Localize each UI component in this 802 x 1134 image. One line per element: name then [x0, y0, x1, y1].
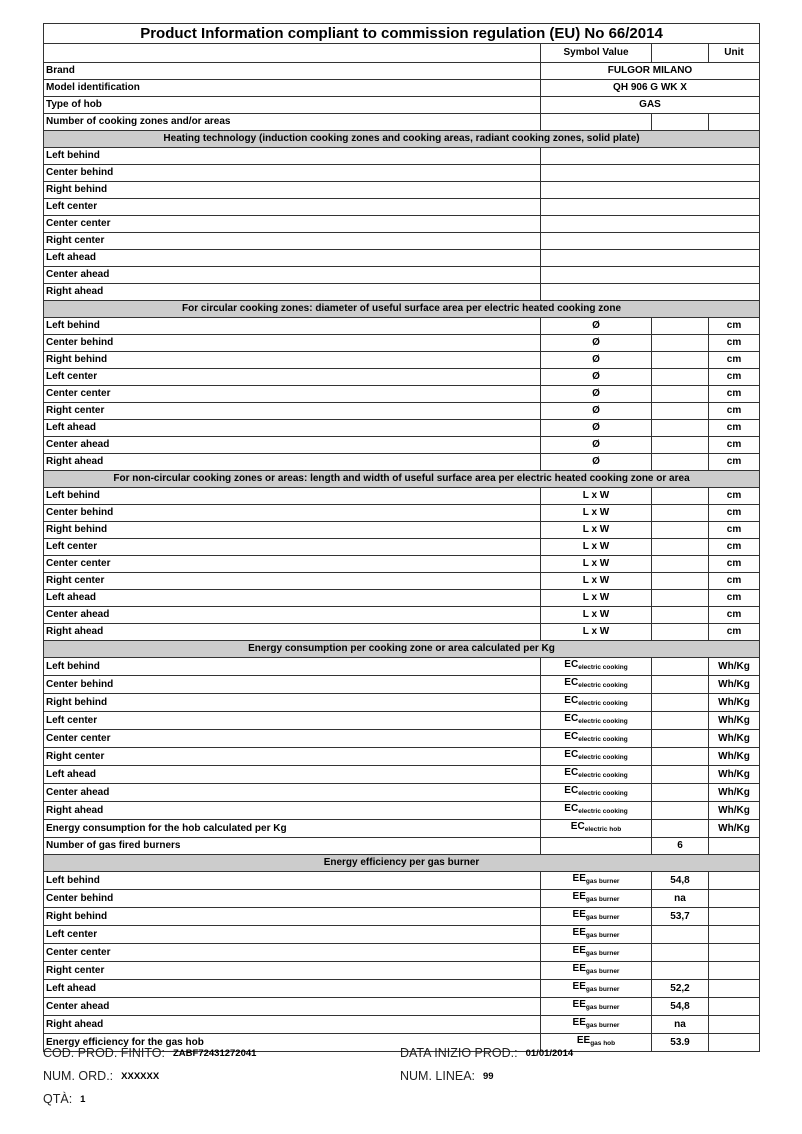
noncircular-symbol: L x W [541, 624, 652, 641]
symbol-main: EE [572, 963, 586, 974]
circular-symbol: Ø [541, 352, 652, 369]
noncircular-section-header: For non-circular cooking zones or areas: length and width of useful surface area per electric heated cooking zone or area [44, 471, 760, 488]
efficiency-zone-label: Center center [44, 944, 541, 962]
symbol-main: EC [564, 767, 579, 778]
data-inizio-label: DATA INIZIO PROD.: [400, 1046, 518, 1060]
circular-value [652, 454, 709, 471]
energy-unit: Wh/Kg [709, 766, 760, 784]
brand-label: Brand [44, 63, 541, 80]
energy-symbol [541, 658, 652, 676]
circular-zone-label: Center center [44, 386, 541, 403]
symbol-main: EE [572, 981, 586, 992]
table-row [44, 784, 760, 802]
symbol-subscript: gas burner [585, 896, 620, 903]
heating-zone-value [541, 284, 760, 301]
table-row [44, 454, 760, 471]
table-row [44, 165, 760, 182]
energy-zone-label: Left center [44, 712, 541, 730]
gas-burners-label: Number of gas fired burners [44, 838, 541, 855]
efficiency-zone-label: Center ahead [44, 998, 541, 1016]
heating-zone-label: Right center [44, 233, 541, 250]
efficiency-zone-label: Center behind [44, 890, 541, 908]
efficiency-value: 54,8 [652, 998, 709, 1016]
noncircular-unit: cm [709, 573, 760, 590]
num-linea-value: 99 [483, 1071, 494, 1082]
energy-unit: Wh/Kg [709, 748, 760, 766]
circular-unit: cm [709, 437, 760, 454]
table-row [44, 624, 760, 641]
symbol-subscript: gas burner [585, 932, 620, 939]
noncircular-unit: cm [709, 590, 760, 607]
circular-value [652, 420, 709, 437]
noncircular-zone-label: Right center [44, 573, 541, 590]
table-row [44, 1016, 760, 1034]
symbol-main: EC [564, 749, 579, 760]
symbol-main: EC [564, 695, 579, 706]
efficiency-unit [709, 1016, 760, 1034]
heating-zone-label: Left ahead [44, 250, 541, 267]
table-row [44, 676, 760, 694]
efficiency-symbol [541, 872, 652, 890]
heating-zone-value [541, 250, 760, 267]
noncircular-symbol: L x W [541, 573, 652, 590]
table-row [44, 148, 760, 165]
efficiency-zone-label: Left behind [44, 872, 541, 890]
table-row [44, 658, 760, 676]
efficiency-value [652, 926, 709, 944]
table-row [44, 335, 760, 352]
noncircular-symbol: L x W [541, 607, 652, 624]
circular-symbol: Ø [541, 369, 652, 386]
energy-value [652, 784, 709, 802]
efficiency-symbol [541, 944, 652, 962]
efficiency-unit [709, 872, 760, 890]
table-row [44, 980, 760, 998]
noncircular-value [652, 488, 709, 505]
symbol-main: EE [572, 945, 586, 956]
efficiency-symbol [541, 890, 652, 908]
circular-symbol: Ø [541, 335, 652, 352]
efficiency-zone-label: Right ahead [44, 1016, 541, 1034]
heating-zone-value [541, 267, 760, 284]
heating-zone-value [541, 233, 760, 250]
noncircular-symbol: L x W [541, 539, 652, 556]
heating-zone-label: Left behind [44, 148, 541, 165]
table-row [44, 766, 760, 784]
table-row [44, 437, 760, 454]
noncircular-value [652, 505, 709, 522]
symbol-subscript: gas burner [585, 914, 620, 921]
cod-prod-label: COD. PROD. FINITO: [43, 1046, 165, 1060]
efficiency-zone-label: Left center [44, 926, 541, 944]
symbol-subscript: electric cooking [578, 718, 628, 725]
energy-value [652, 730, 709, 748]
efficiency-unit [709, 926, 760, 944]
heating-zone-label: Right ahead [44, 284, 541, 301]
footer-data-inizio [400, 1046, 573, 1060]
circular-zone-label: Right ahead [44, 454, 541, 471]
energy-zone-label: Right behind [44, 694, 541, 712]
noncircular-unit: cm [709, 539, 760, 556]
energy-symbol [541, 766, 652, 784]
energy-zone-label: Right ahead [44, 802, 541, 820]
noncircular-unit: cm [709, 624, 760, 641]
efficiency-value: na [652, 1016, 709, 1034]
table-row [44, 944, 760, 962]
energy-value [652, 802, 709, 820]
efficiency-value: na [652, 890, 709, 908]
circular-value [652, 369, 709, 386]
circular-unit: cm [709, 420, 760, 437]
efficiency-unit [709, 890, 760, 908]
noncircular-value [652, 624, 709, 641]
circular-unit: cm [709, 352, 760, 369]
energy-value [652, 676, 709, 694]
circular-zone-label: Right center [44, 403, 541, 420]
circular-zone-label: Left center [44, 369, 541, 386]
unit-header: Unit [709, 44, 760, 63]
footer-cod-prod [43, 1046, 256, 1060]
circular-zone-label: Center ahead [44, 437, 541, 454]
energy-value [652, 658, 709, 676]
efficiency-hob-label: Energy efficiency for the gas hob [44, 1034, 541, 1052]
energy-unit: Wh/Kg [709, 658, 760, 676]
symbol-subscript: electric cooking [578, 808, 628, 815]
efficiency-hob-unit [709, 1034, 760, 1052]
symbol-subscript: electric cooking [578, 772, 628, 779]
table-row [44, 872, 760, 890]
noncircular-value [652, 556, 709, 573]
data-inizio-value: 01/01/2014 [525, 1048, 574, 1059]
noncircular-symbol: L x W [541, 590, 652, 607]
symbol-main: EE [572, 891, 586, 902]
noncircular-symbol: L x W [541, 522, 652, 539]
model-label: Model identification [44, 80, 541, 97]
table-row [44, 573, 760, 590]
efficiency-value [652, 944, 709, 962]
circular-unit: cm [709, 386, 760, 403]
energy-value [652, 766, 709, 784]
circular-value [652, 318, 709, 335]
heating-zone-label: Center behind [44, 165, 541, 182]
noncircular-value [652, 539, 709, 556]
energy-unit: Wh/Kg [709, 784, 760, 802]
energy-hob-symbol [541, 820, 652, 838]
noncircular-zone-label: Center ahead [44, 607, 541, 624]
energy-section-header: Energy consumption per cooking zone or area calculated per Kg [44, 641, 760, 658]
circular-symbol: Ø [541, 437, 652, 454]
table-row [44, 403, 760, 420]
table-row [44, 505, 760, 522]
circular-symbol: Ø [541, 403, 652, 420]
circular-zone-label: Center behind [44, 335, 541, 352]
noncircular-unit: cm [709, 607, 760, 624]
energy-unit: Wh/Kg [709, 712, 760, 730]
circular-value [652, 437, 709, 454]
noncircular-zone-label: Left behind [44, 488, 541, 505]
symbol-main: EE [572, 999, 586, 1010]
energy-hob-value [652, 820, 709, 838]
efficiency-symbol [541, 980, 652, 998]
circular-value [652, 335, 709, 352]
circular-value [652, 386, 709, 403]
circular-section-header: For circular cooking zones: diameter of useful surface area per electric heated cooking zone [44, 301, 760, 318]
energy-zone-label: Left behind [44, 658, 541, 676]
heating-zone-value [541, 199, 760, 216]
circular-value [652, 352, 709, 369]
table-row [44, 199, 760, 216]
table-row [44, 522, 760, 539]
gas-burners-unit [709, 838, 760, 855]
table-row [44, 420, 760, 437]
table-row [44, 216, 760, 233]
efficiency-zone-label: Right behind [44, 908, 541, 926]
heating-zone-label: Center ahead [44, 267, 541, 284]
noncircular-unit: cm [709, 556, 760, 573]
footer-qta [43, 1092, 85, 1106]
symbol-value-header: Symbol Value [541, 44, 652, 63]
energy-zone-label: Center center [44, 730, 541, 748]
noncircular-unit: cm [709, 488, 760, 505]
noncircular-symbol: L x W [541, 488, 652, 505]
energy-hob-label: Energy consumption for the hob calculated per Kg [44, 820, 541, 838]
circular-value [652, 403, 709, 420]
symbol-main: EC [570, 821, 585, 832]
efficiency-hob-value: 53.9 [652, 1034, 709, 1052]
symbol-subscript: gas burner [585, 878, 620, 885]
symbol-main: EE [572, 927, 586, 938]
gas-burners-value: 6 [652, 838, 709, 855]
efficiency-symbol [541, 908, 652, 926]
energy-symbol [541, 712, 652, 730]
symbol-subscript: electric cooking [578, 682, 628, 689]
value-header [652, 44, 709, 63]
table-row [44, 318, 760, 335]
symbol-subscript: gas hob [590, 1040, 616, 1047]
noncircular-unit: cm [709, 505, 760, 522]
symbol-subscript: electric cooking [578, 700, 628, 707]
table-row [44, 267, 760, 284]
zones-count-value [652, 114, 709, 131]
symbol-main: EE [572, 909, 586, 920]
efficiency-value: 54,8 [652, 872, 709, 890]
noncircular-value [652, 522, 709, 539]
energy-zone-label: Center behind [44, 676, 541, 694]
circular-unit: cm [709, 335, 760, 352]
noncircular-zone-label: Left center [44, 539, 541, 556]
symbol-main: EC [564, 713, 579, 724]
table-row [44, 590, 760, 607]
energy-value [652, 694, 709, 712]
num-linea-label: NUM. LINEA: [400, 1069, 476, 1083]
noncircular-symbol: L x W [541, 505, 652, 522]
circular-symbol: Ø [541, 386, 652, 403]
noncircular-value [652, 607, 709, 624]
num-ord-value: XXXXXX [121, 1071, 160, 1082]
energy-symbol [541, 676, 652, 694]
efficiency-unit [709, 908, 760, 926]
noncircular-zone-label: Right behind [44, 522, 541, 539]
efficiency-symbol [541, 926, 652, 944]
heating-zone-value [541, 182, 760, 199]
efficiency-symbol [541, 998, 652, 1016]
efficiency-unit [709, 980, 760, 998]
circular-unit: cm [709, 369, 760, 386]
circular-symbol: Ø [541, 454, 652, 471]
symbol-main: EC [564, 659, 579, 670]
heating-zone-label: Right behind [44, 182, 541, 199]
table-row [44, 250, 760, 267]
energy-symbol [541, 784, 652, 802]
hob-type-label: Type of hob [44, 97, 541, 114]
energy-hob-unit: Wh/Kg [709, 820, 760, 838]
table-row [44, 182, 760, 199]
circular-unit: cm [709, 403, 760, 420]
table-row [44, 284, 760, 301]
noncircular-symbol: L x W [541, 556, 652, 573]
table-row [44, 730, 760, 748]
symbol-subscript: electric cooking [578, 736, 628, 743]
product-info-table [43, 23, 760, 1052]
symbol-main: EE [576, 1035, 591, 1046]
table-row [44, 386, 760, 403]
efficiency-value: 53,7 [652, 908, 709, 926]
noncircular-unit: cm [709, 522, 760, 539]
qta-label: QTÀ: [43, 1092, 73, 1106]
energy-unit: Wh/Kg [709, 730, 760, 748]
heating-zone-value [541, 148, 760, 165]
gas-burners-symbol [541, 838, 652, 855]
efficiency-symbol [541, 1016, 652, 1034]
table-row [44, 748, 760, 766]
efficiency-symbol [541, 962, 652, 980]
symbol-main: EC [564, 803, 579, 814]
table-row [44, 712, 760, 730]
energy-value [652, 712, 709, 730]
efficiency-zone-label: Left ahead [44, 980, 541, 998]
circular-zone-label: Left ahead [44, 420, 541, 437]
symbol-subscript: electric cooking [578, 790, 628, 797]
heating-zone-label: Center center [44, 216, 541, 233]
table-row [44, 556, 760, 573]
energy-symbol [541, 730, 652, 748]
zones-count-symbol [541, 114, 652, 131]
heating-zone-label: Left center [44, 199, 541, 216]
symbol-main: EC [564, 785, 579, 796]
efficiency-unit [709, 944, 760, 962]
table-row [44, 488, 760, 505]
symbol-main: EC [564, 677, 579, 688]
circular-unit: cm [709, 318, 760, 335]
model-value: QH 906 G WK X [541, 80, 760, 97]
efficiency-unit [709, 998, 760, 1016]
energy-value [652, 748, 709, 766]
circular-unit: cm [709, 454, 760, 471]
footer-num-linea [400, 1069, 494, 1083]
circular-symbol: Ø [541, 318, 652, 335]
noncircular-zone-label: Center center [44, 556, 541, 573]
energy-symbol [541, 694, 652, 712]
symbol-subscript: electric cooking [578, 664, 628, 671]
table-row [44, 908, 760, 926]
heating-zone-value [541, 165, 760, 182]
num-ord-label: NUM. ORD.: [43, 1069, 114, 1083]
efficiency-unit [709, 962, 760, 980]
footer-num-ord [43, 1069, 159, 1083]
table-row [44, 352, 760, 369]
efficiency-value: 52,2 [652, 980, 709, 998]
table-row [44, 802, 760, 820]
efficiency-value [652, 962, 709, 980]
efficiency-section-header: Energy efficiency per gas burner [44, 855, 760, 872]
page-title: Product Information compliant to commission regulation (EU) No 66/2014 [44, 24, 760, 44]
symbol-main: EE [572, 1017, 586, 1028]
circular-zone-label: Right behind [44, 352, 541, 369]
symbol-subscript: electric hob [584, 826, 622, 833]
noncircular-zone-label: Center behind [44, 505, 541, 522]
table-row [44, 233, 760, 250]
table-row [44, 694, 760, 712]
energy-zone-label: Left ahead [44, 766, 541, 784]
circular-symbol: Ø [541, 420, 652, 437]
header-blank [44, 44, 541, 63]
table-row [44, 962, 760, 980]
table-row [44, 369, 760, 386]
heating-zone-value [541, 216, 760, 233]
noncircular-value [652, 590, 709, 607]
energy-unit: Wh/Kg [709, 676, 760, 694]
symbol-subscript: gas burner [585, 986, 620, 993]
symbol-subscript: gas burner [585, 1022, 620, 1029]
heating-section-header: Heating technology (induction cooking zones and cooking areas, radiant cooking zones, solid plate) [44, 131, 760, 148]
energy-symbol [541, 802, 652, 820]
symbol-subscript: gas burner [585, 1004, 620, 1011]
symbol-main: EE [572, 873, 586, 884]
brand-value: FULGOR MILANO [541, 63, 760, 80]
zones-count-label: Number of cooking zones and/or areas [44, 114, 541, 131]
efficiency-zone-label: Right center [44, 962, 541, 980]
table-row [44, 998, 760, 1016]
energy-zone-label: Right center [44, 748, 541, 766]
symbol-subscript: electric cooking [578, 754, 628, 761]
symbol-subscript: gas burner [585, 968, 620, 975]
table-row [44, 607, 760, 624]
table-row [44, 926, 760, 944]
energy-zone-label: Center ahead [44, 784, 541, 802]
energy-unit: Wh/Kg [709, 694, 760, 712]
zones-count-unit [709, 114, 760, 131]
symbol-main: EC [564, 731, 579, 742]
cod-prod-value: ZABF72431272041 [173, 1048, 257, 1059]
noncircular-zone-label: Right ahead [44, 624, 541, 641]
circular-zone-label: Left behind [44, 318, 541, 335]
table-row [44, 539, 760, 556]
energy-unit: Wh/Kg [709, 802, 760, 820]
qta-value: 1 [80, 1094, 86, 1105]
energy-symbol [541, 748, 652, 766]
noncircular-value [652, 573, 709, 590]
table-row [44, 890, 760, 908]
noncircular-zone-label: Left ahead [44, 590, 541, 607]
hob-type-value: GAS [541, 97, 760, 114]
symbol-subscript: gas burner [585, 950, 620, 957]
